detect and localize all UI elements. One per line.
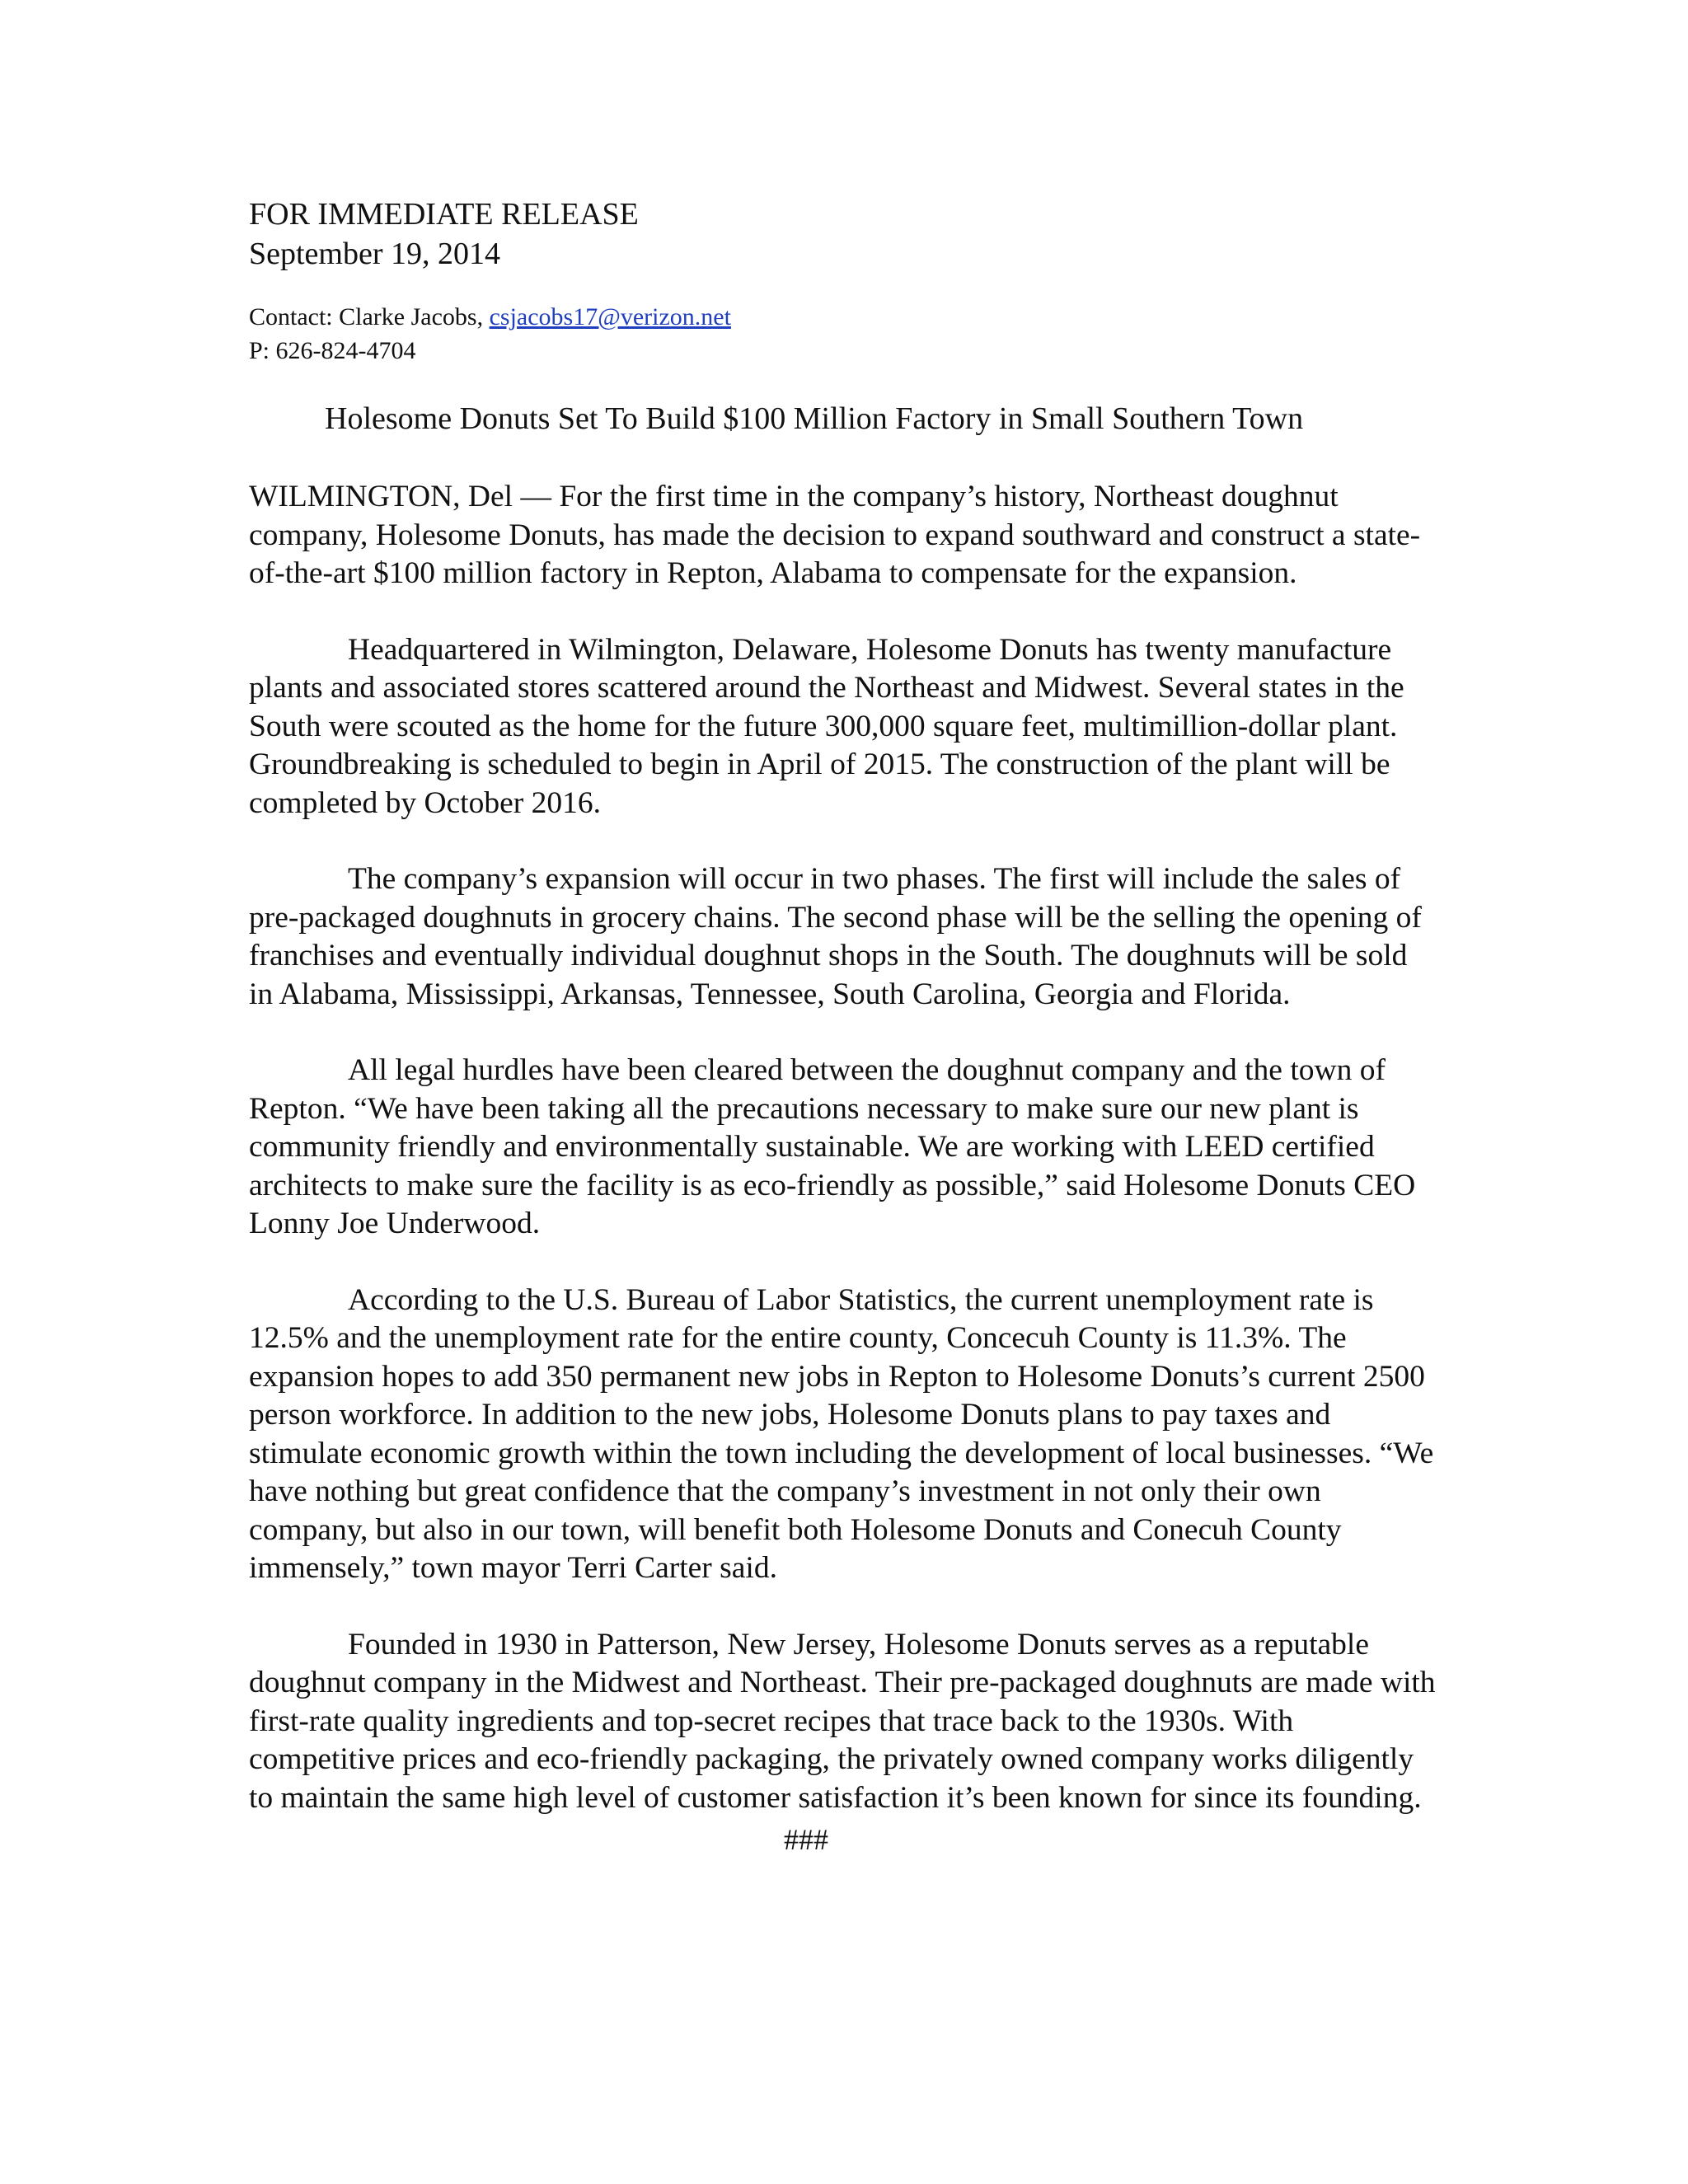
paragraph-legal: All legal hurdles have been cleared between the doughnut company and the town of Repton. “We have been taking all the precautions necessary to make sure our new plant is community friendly and environmentally sustainable. We are working with LEED certified architects to make sure the facility is as eco-friendly as possible,” said Holesome Donuts CEO Lonny Joe Underwood. [249,1053,1416,1240]
release-date: September 19, 2014 [249,237,501,271]
release-label: FOR IMMEDIATE RELEASE [249,197,639,232]
paragraph-employment: According to the U.S. Bureau of Labor Statistics, the current unemployment rate is 12.5% and the unemployment rate for the entire county, Concecuh County is 11.3%. The expansion hopes to add 350 permanent new jobs in Repton to Holesome Donuts’s current 2500 person workforce. In addition to the new jobs, Holesome Donuts plans to pay taxes and stimulate economic growth within the town including the development of local businesses. “We have nothing but great confidence that the company’s investment in not only their own company, but also in our town, will benefit both Holesome Donuts and Conecuh County immensely,” town mayor Terri Carter said. [249,1282,1434,1585]
paragraph-headquarters: Headquartered in Wilmington, Delaware, Holesome Donuts has twenty manufacture plants and associated stores scattered around the Northeast and Midwest. Several states in the South were scouted as the home for the future 300,000 square feet, multimillion-dollar plant. Groundbreaking is scheduled to begin in April of 2015. The construction of the plant will be completed by October 2016. [249,632,1404,820]
paragraph-company-history: Founded in 1930 in Patterson, New Jersey, Holesome Donuts serves as a reputable doughnut company in the Midwest and Northeast. Their pre-packaged doughnuts are made with first-rate quality ingredients and top-secret recipes that trace back to the 1930s. With competitive prices and eco-friendly packaging, the privately owned company works diligently to maintain the same high level of customer satisfaction it’s been known for since its founding. [249,1627,1436,1815]
contact-email-link[interactable]: csjacobs17@verizon.net [489,303,731,330]
contact-block [249,300,1437,368]
contact-line [249,300,1437,334]
contact-name: Contact: Clarke Jacobs, [249,303,490,330]
paragraph-expansion-phases: The company’s expansion will occur in two phases. The first will include the sales of pre-packaged doughnuts in grocery chains. The second phase will be the selling the opening of franchises and eventually individual doughnut shops in the South. The doughnuts will be sold in Alabama, Mississippi, Arkansas, Tennessee, South Carolina, Georgia and Florida. [249,862,1422,1011]
contact-phone: P: 626-824-4704 [249,337,416,364]
paragraph-lead: WILMINGTON, Del — For the first time in the company’s history, Northeast doughnut company, Holesome Donuts, has made the decision to expand southward and construct a state-of-the-art $100 million factory in Repton, Alabama to compensate for the expansion. [249,480,1421,590]
end-mark: ### [784,1823,828,1856]
headline: Holesome Donuts Set To Build $100 Million Factory in Small Southern Town [325,401,1304,436]
press-release-page [249,194,1437,1858]
